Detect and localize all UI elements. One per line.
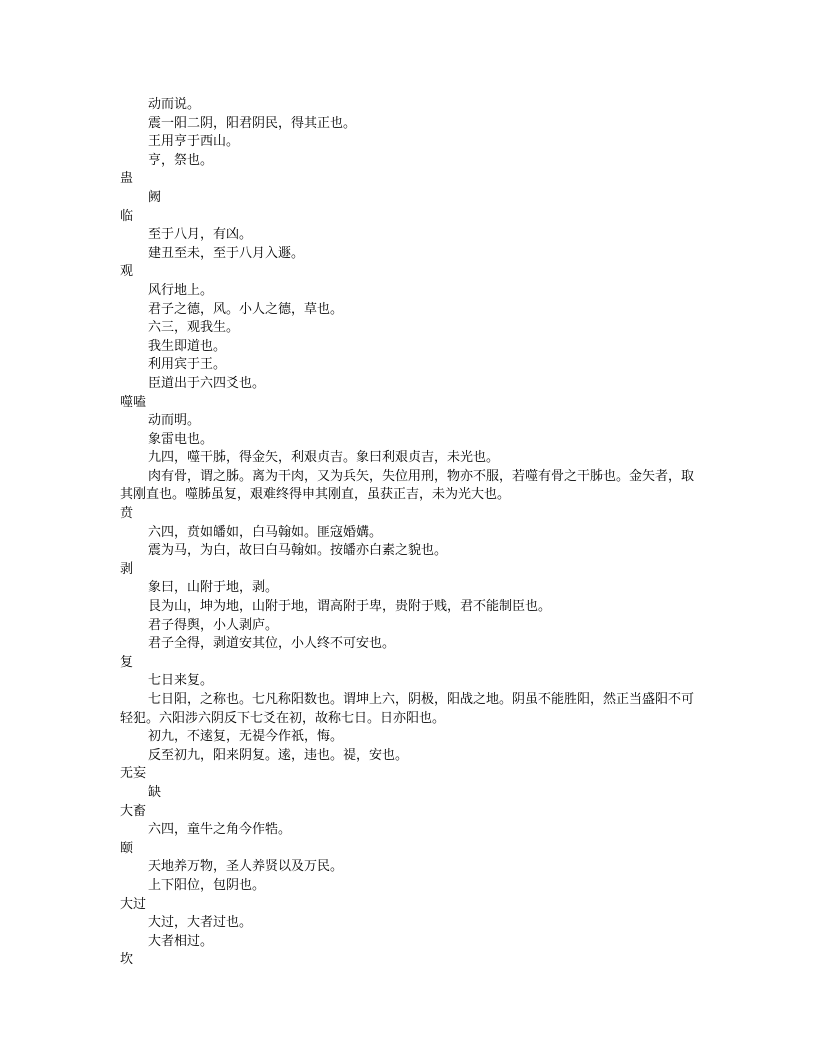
text-line: 亨，祭也。: [148, 152, 214, 168]
section-heading: 贲: [120, 506, 134, 522]
text-line: 臣道出于六四爻也。: [148, 375, 266, 391]
text-line: 震为马，为白，故曰白马翰如。按皤亦白素之貌也。: [148, 543, 448, 559]
text-line: 反至初九，阳来阴复。逺，违也。禔，安也。: [148, 747, 409, 763]
text-line: 天地养万物，圣人养贤以及万民。: [148, 859, 344, 875]
section-heading: 坎: [120, 952, 134, 968]
text-line: 肉有骨，谓之胏。离为干肉，又为兵矢，失位用刑，物亦不服，若噬有骨之干胏也。金矢者，取其刚直也。噬胏虽复，艰难终得申其刚直，虽获正吉，未为光大也。: [120, 468, 695, 503]
text-line: 我生即道也。: [148, 338, 227, 354]
text-line: 阙: [148, 189, 162, 205]
text-line: 大过，大者过也。: [148, 915, 253, 931]
text-line: 动而说。: [148, 97, 201, 112]
text-line: 君子得舆，小人剥庐。: [148, 617, 279, 633]
text-line: 象雷电也。: [148, 431, 214, 447]
text-line: 震一阳二阴，阳君阴民，得其正也。: [148, 115, 357, 131]
text-line: 九四，噬干胏，得金矢，利艰贞吉。象曰利艰贞吉，未光也。: [148, 450, 500, 466]
section-heading: 复: [120, 654, 134, 670]
section-heading: 观: [120, 264, 134, 280]
section-heading: 剥: [120, 561, 134, 577]
text-line: 大者相过。: [148, 933, 214, 949]
text-line: 上下阳位，包阴也。: [148, 877, 266, 893]
text-line: 七日阳，之称也。七凡称阳数也。谓坤上六，阴极，阳战之地。阴虽不能胜阳，然正当盛阳不可轻犯。六阳涉六阴反下七爻在初，故称七日。日亦阳也。: [120, 692, 695, 726]
text-line: 七日来复。: [148, 673, 214, 689]
text-line: 君子全得，剥道安其位，小人终不可安也。: [148, 636, 396, 652]
text-line: 象曰，山附于地，剥。: [148, 580, 279, 596]
text-line: 六三，观我生。: [148, 320, 240, 336]
section-heading: 大过: [120, 896, 147, 912]
text-line: 风行地上。: [148, 282, 214, 298]
document-body: [120, 96, 696, 970]
text-line: 六四，贲如皤如，白马翰如。匪寇婚媾。: [148, 524, 383, 540]
section-heading: 噬嗑: [120, 394, 147, 410]
section-heading: 蛊: [120, 171, 134, 187]
text-line: 至于八月，有凶。: [148, 227, 253, 243]
text-line: 动而明。: [148, 413, 201, 429]
text-line: 初九，不逺复，无禔今作祇，悔。: [148, 729, 344, 745]
text-line: 建丑至未，至于八月入遯。: [148, 245, 305, 261]
text-line: 艮为山，坤为地，山附于地，谓高附于卑，贵附于贱，君不能制臣也。: [148, 599, 552, 615]
text-line: 缺: [148, 784, 162, 800]
section-heading: 临: [120, 208, 134, 224]
section-heading: 大畜: [120, 803, 147, 819]
text-line: 王用亨于西山。: [148, 134, 240, 150]
section-heading: 颐: [120, 840, 134, 856]
text-line: 六四，童牛之角今作牿。: [148, 822, 292, 838]
section-heading: 无妄: [120, 766, 147, 782]
text-line: 利用宾于王。: [148, 357, 227, 373]
text-line: 君子之德，风。小人之德，草也。: [148, 301, 344, 317]
